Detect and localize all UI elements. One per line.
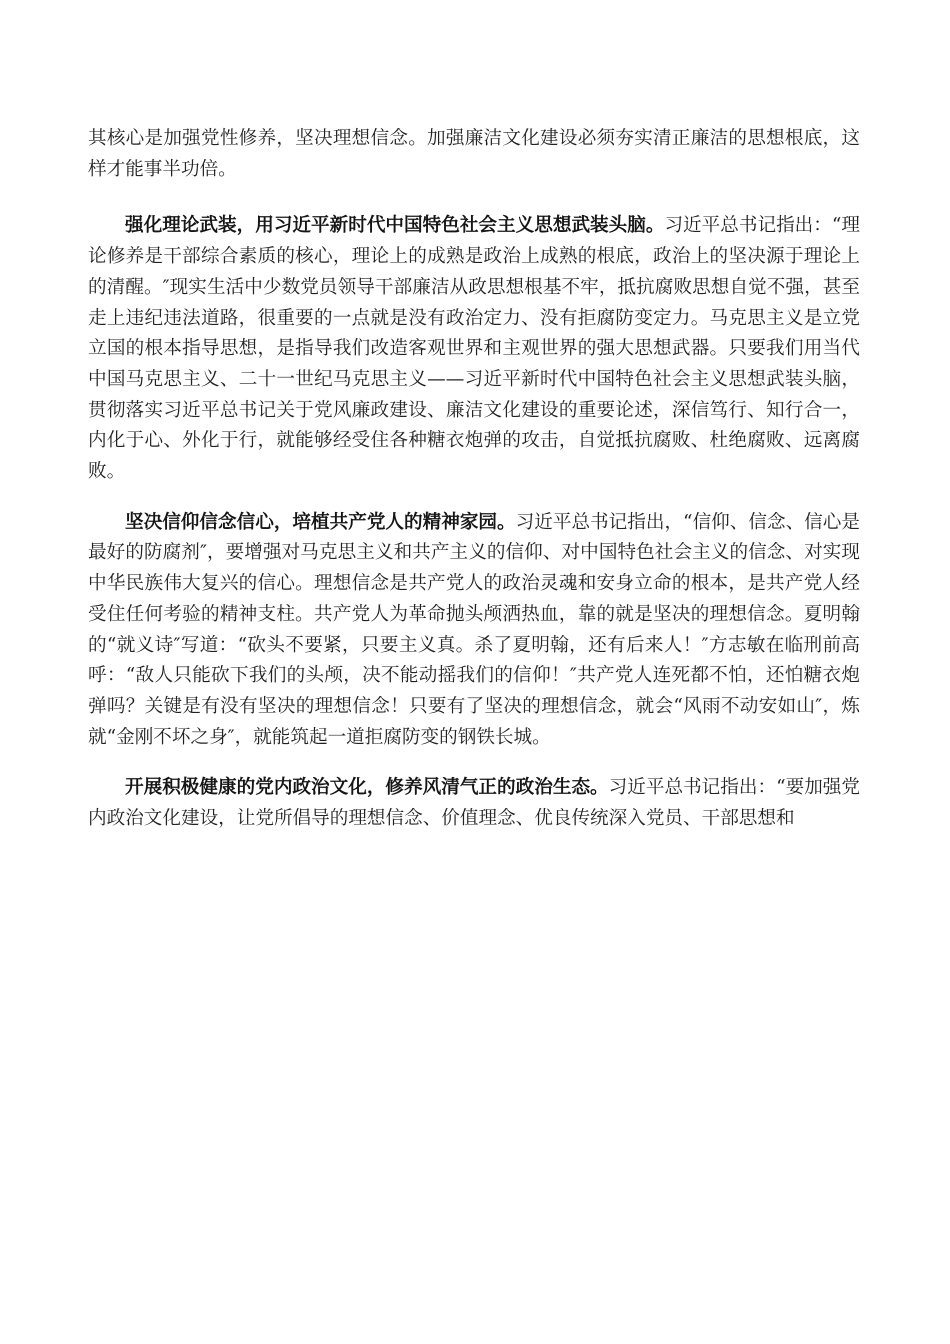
paragraph-text: 习近平总书记指出：“要加强党内政治文化建设，让党所倡导的理想信念、价值理念、优良传统深入党员、干部思想和 [88, 777, 860, 830]
paragraph-continuation [88, 124, 860, 185]
paragraph-text: 其核心是加强党性修养，坚决理想信念。加强廉洁文化建设必须夯实清正廉洁的思想根底，这样才能事半功倍。 [88, 128, 860, 180]
paragraph-text: 习近平总书记指出，“信仰、信念、信心是最好的防腐剂″，要增强对马克思主义和共产主义的信仰、对中国特色社会主义的信念、对实现中华民族伟大复兴的信心。理想信念是共产党人的政治灵魂和安身立命的根本，是共产党人经受住任何考验的精神支柱。共产党人为革命抛头颅洒热血，靠的就是坚决的理想信念。夏明翰的“就义诗″写道：“砍头不要紧，只要主义真。杀了夏明翰，还有后来人！″方志敏在临刑前高呼：“敌人只能砍下我们的头颅，决不能动摇我们的信仰！″共产党人连死都不怕，还怕糖衣炮弹吗？关键是有没有坚决的理想信念！只要有了坚决的理想信念，就会“风雨不动安如山″，炼就“金刚不坏之身″，就能筑起一道拒腐防变的钢铁长城。 [88, 511, 860, 748]
paragraph-lead: 开展积极健康的党内政治文化，修养风清气正的政治生态。 [125, 777, 609, 799]
document-body [88, 124, 860, 835]
paragraph-theory-armament [88, 211, 860, 487]
paragraph-faith-belief [88, 508, 860, 754]
paragraph-political-culture [88, 773, 860, 834]
paragraph-lead: 强化理论武装，用习近平新时代中国特色社会主义思想武装头脑。 [125, 215, 665, 237]
paragraph-text: 习近平总书记指出：“理论修养是干部综合素质的核心，理论上的成熟是政治上成熟的根底，政治上的坚决源于理论上的清醒。″现实生活中少数党员领导干部廉洁从政思想根基不牢，抵抗腐败思想自觉不强，甚至走上违纪违法道路，很重要的一点就是没有政治定力、没有拒腐防变定力。马克思主义是立党立国的根本指导思想，是指导我们改造客观世界和主观世界的强大思想武器。只要我们用当代中国马克思主义、二十一世纪马克思主义——习近平新时代中国特色社会主义思想武装头脑，贯彻落实习近平总书记关于党风廉政建设、廉洁文化建设的重要论述，深信笃行、知行合一，内化于心、外化于行，就能够经受住各种糖衣炮弹的攻击，自觉抵抗腐败、杜绝腐败、远离腐败。 [88, 215, 860, 483]
paragraph-lead: 坚决信仰信念信心，培植共产党人的精神家园。 [125, 511, 516, 533]
